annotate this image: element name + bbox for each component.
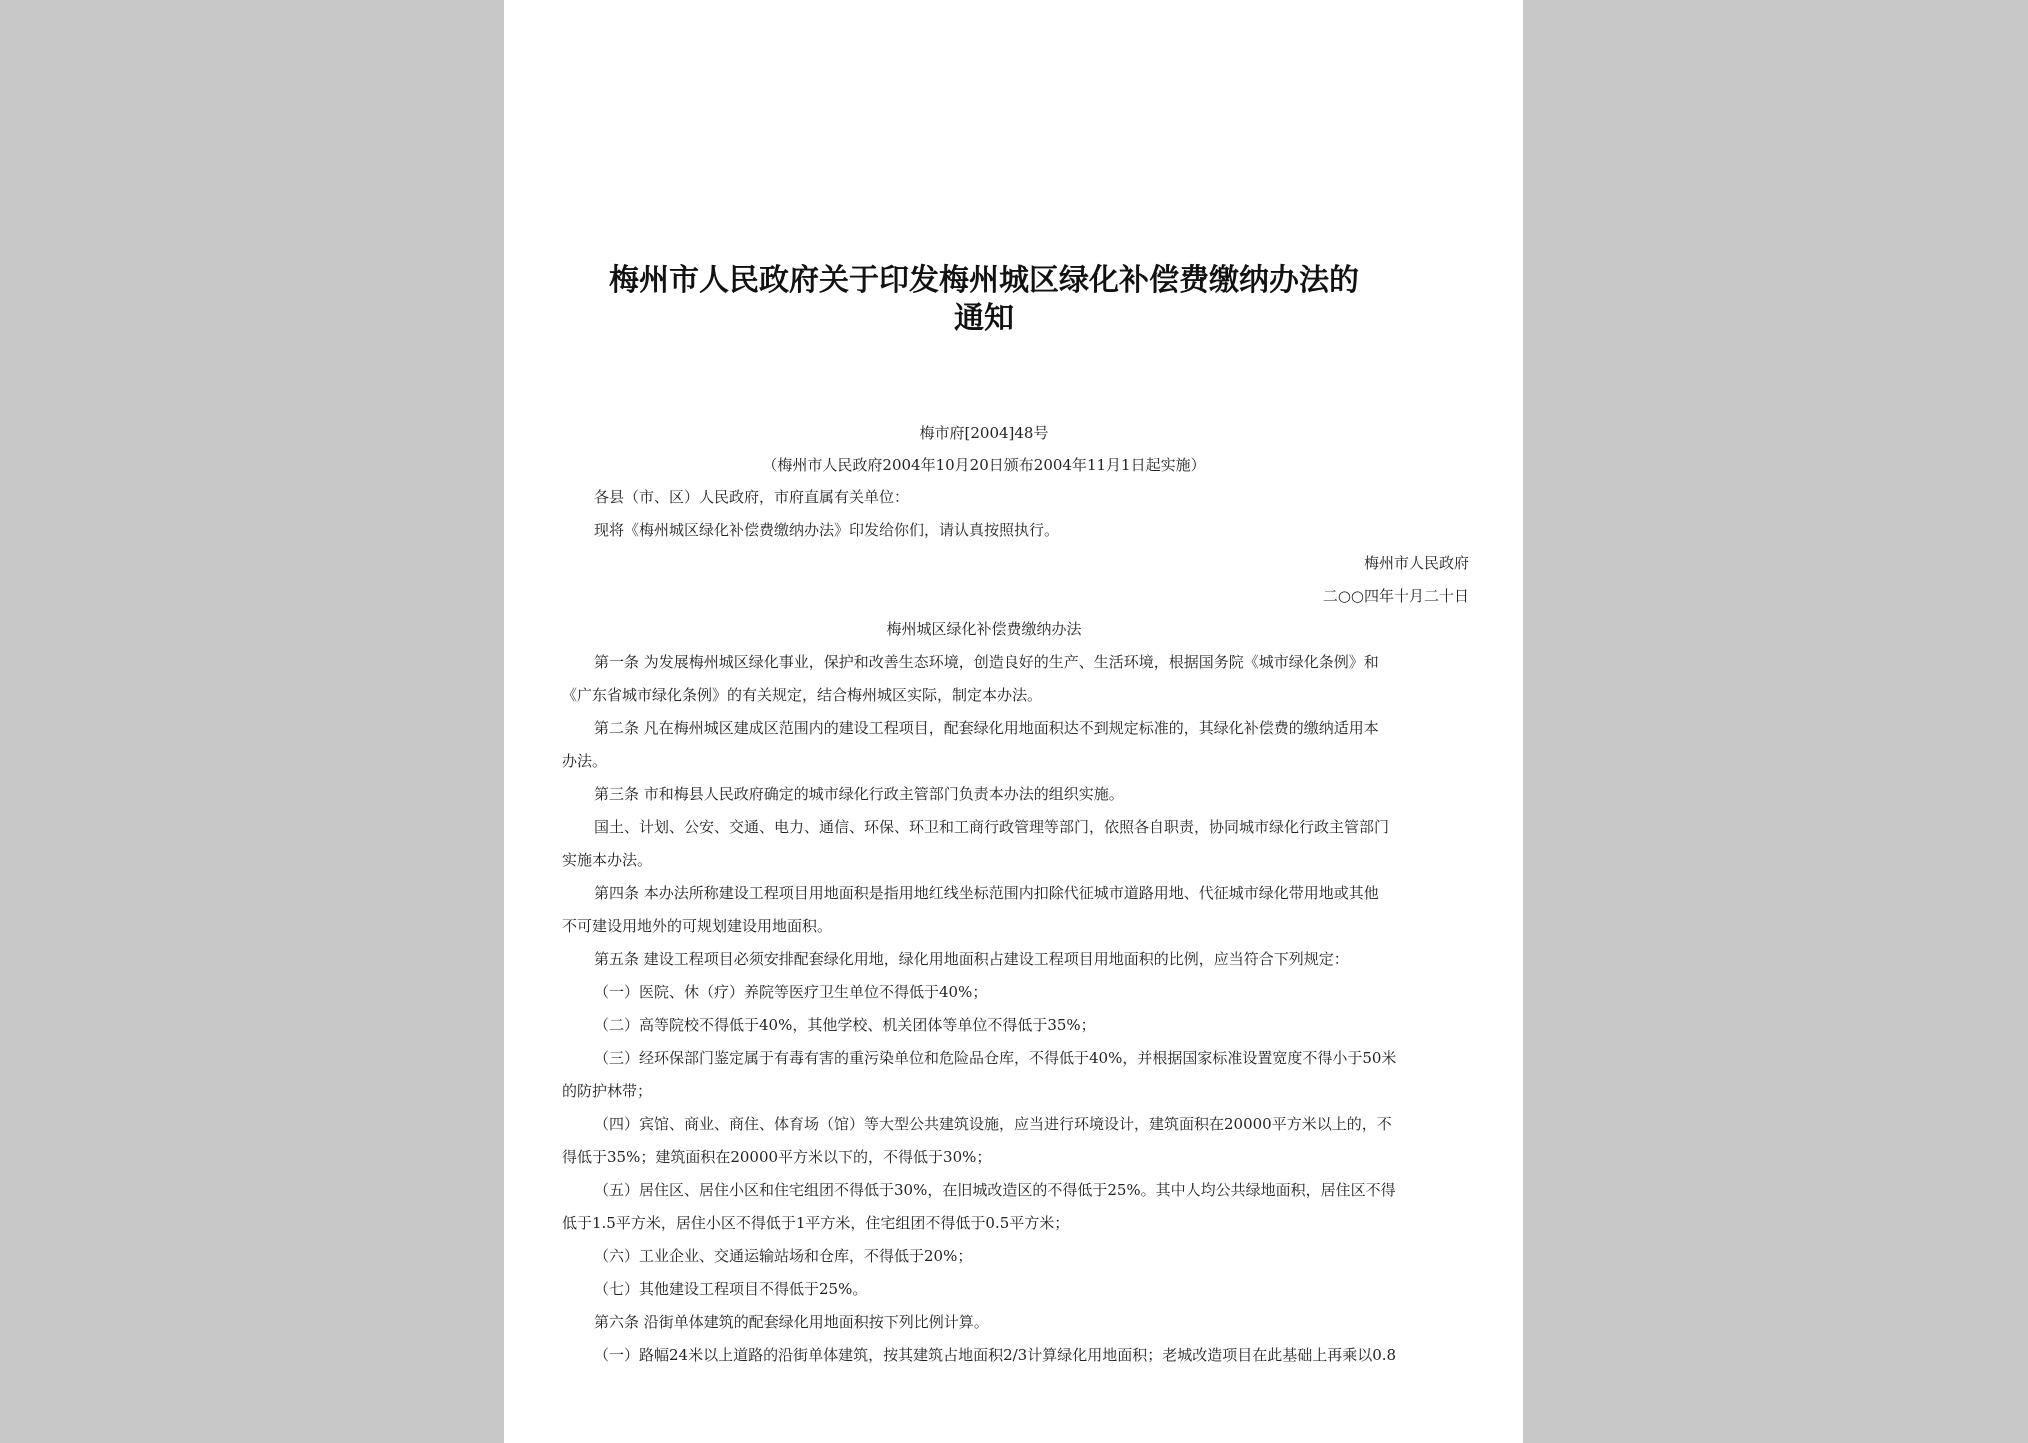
body-line: 低于1.5平方米，居住小区不得低于1平方米，住宅组团不得低于0.5平方米；	[562, 1214, 1070, 1232]
body-line: 第六条 沿街单体建筑的配套绿化用地面积按下列比例计算。	[594, 1313, 989, 1331]
body-line: （四）宾馆、商业、商住、体育场（馆）等大型公共建筑设施，应当进行环境设计，建筑面积在20000平方米以上的，不	[594, 1115, 1392, 1133]
body-line: （一）路幅24米以上道路的沿街单体建筑，按其建筑占地面积2/3计算绿化用地面积；老城改造项目在此基础上再乘以0.8	[594, 1346, 1397, 1364]
body-line: 不可建设用地外的可规划建设用地面积。	[562, 917, 833, 935]
body-line: （三）经环保部门鉴定属于有毒有害的重污染单位和危险品仓库，不得低于40%，并根据国家标准设置宽度不得小于50米	[594, 1049, 1397, 1067]
salutation: 各县（市、区）人民政府，市府直属有关单位：	[594, 488, 910, 506]
body-line: （五）居住区、居住小区和住宅组团不得低于30%，在旧城改造区的不得低于25%。其中人均公共绿地面积，居住区不得	[594, 1181, 1396, 1199]
document-page	[504, 0, 1523, 1443]
issue-info: （梅州市人民政府2004年10月20日颁布2004年11月1日起实施）	[762, 456, 1206, 474]
body-line: 第四条 本办法所称建设工程项目用地面积是指用地红线坐标范围内扣除代征城市道路用地、代征城市绿化带用地或其他	[594, 884, 1379, 902]
date: 二○○四年十月二十日	[1322, 587, 1469, 605]
body-line: 第三条 市和梅县人民政府确定的城市绿化行政主管部门负责本办法的组织实施。	[594, 785, 1124, 803]
signer: 梅州市人民政府	[1363, 554, 1469, 572]
body-line: 得低于35%；建筑面积在20000平方米以下的，不得低于30%；	[562, 1148, 992, 1166]
document-title: 梅州市人民政府关于印发梅州城区绿化补偿费缴纳办法的通知	[609, 263, 1359, 336]
body-line: 《广东省城市绿化条例》的有关规定，结合梅州城区实际，制定本办法。	[562, 686, 1043, 704]
body-line: 的防护林带；	[562, 1082, 653, 1100]
body-line: 第二条 凡在梅州城区建成区范围内的建设工程项目，配套绿化用地面积达不到规定标准的，其绿化补偿费的缴纳适用本	[594, 719, 1379, 737]
body-line: 实施本办法。	[562, 851, 653, 869]
body-line: （六）工业企业、交通运输站场和仓库，不得低于20%；	[594, 1247, 973, 1265]
body-line: 办法。	[562, 752, 608, 770]
body-line: 第五条 建设工程项目必须安排配套绿化用地，绿化用地面积占建设工程项目用地面积的比例，应当符合下列规定：	[594, 950, 1349, 968]
body-line: 国土、计划、公安、交通、电力、通信、环保、环卫和工商行政管理等部门，依照各自职责，协同城市绿化行政主管部门	[594, 818, 1390, 836]
body-line: （七）其他建设工程项目不得低于25%。	[594, 1280, 868, 1298]
body-line: 第一条 为发展梅州城区绿化事业，保护和改善生态环境，创造良好的生产、生活环境，根据国务院《城市绿化条例》和	[594, 653, 1379, 671]
instruction: 现将《梅州城区绿化补偿费缴纳办法》印发给你们，请认真按照执行。	[594, 521, 1060, 539]
body-line: （二）高等院校不得低于40%，其他学校、机关团体等单位不得低于35%；	[594, 1016, 1096, 1034]
measures-title: 梅州城区绿化补偿费缴纳办法	[886, 620, 1082, 638]
body-line: （一）医院、休（疗）养院等医疗卫生单位不得低于40%；	[594, 983, 988, 1001]
doc-number: 梅市府[2004]48号	[919, 424, 1049, 442]
